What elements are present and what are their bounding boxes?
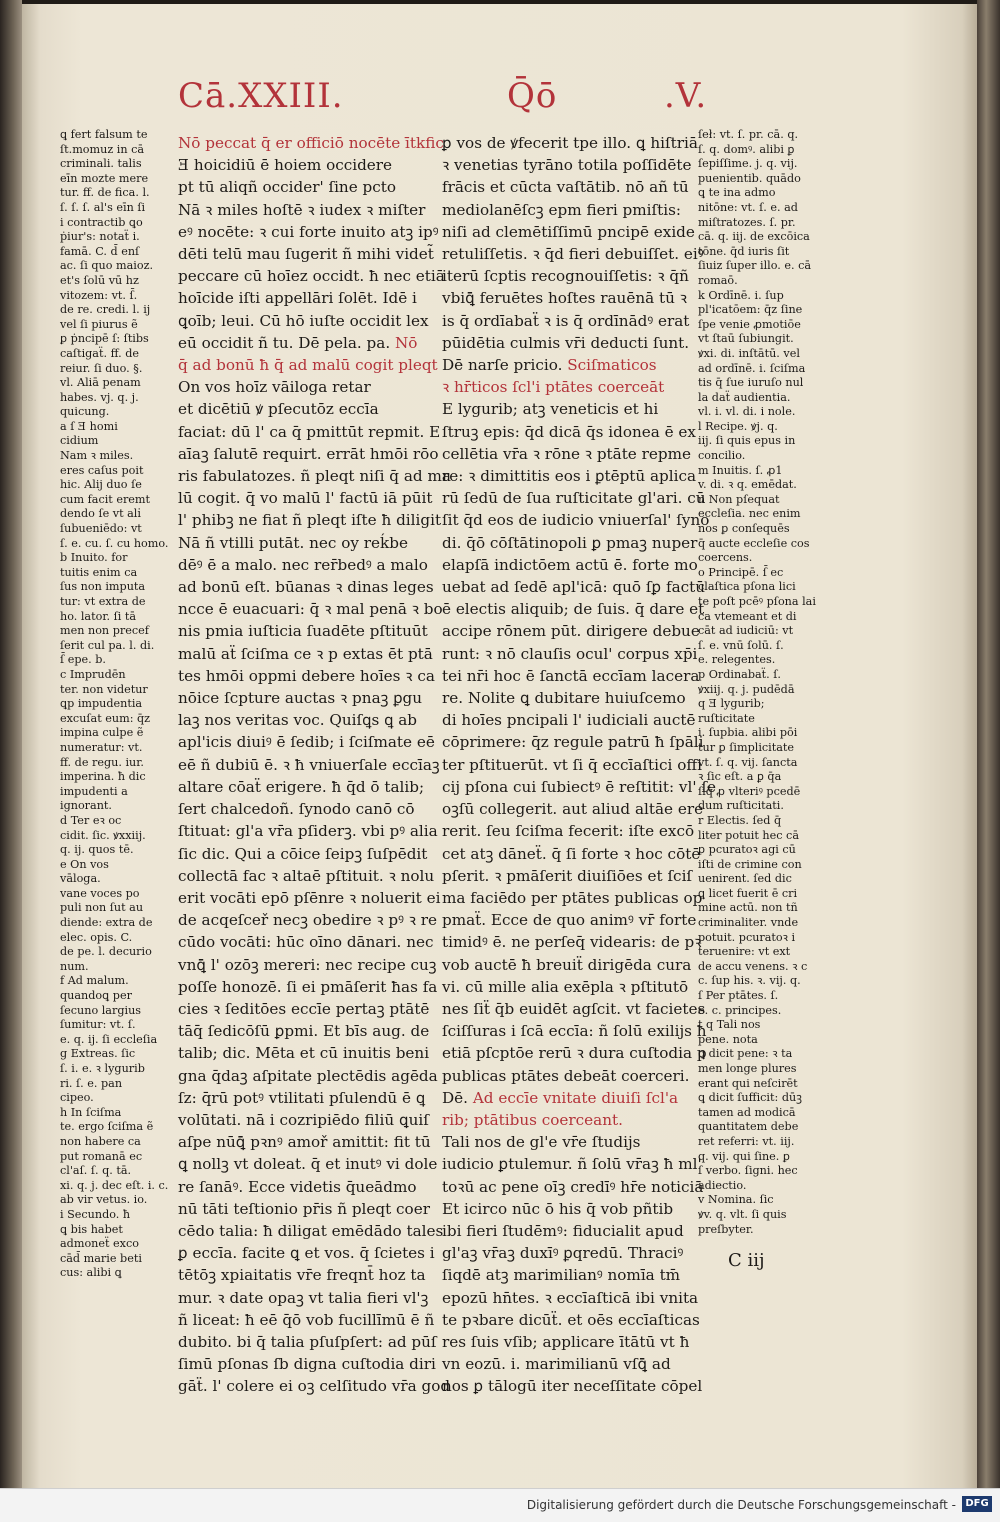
text-line: ſimū pſonas ſb digna cuſtodia diri bbox=[178, 1355, 436, 1374]
gloss-line: iij. ſi quis epus in bbox=[698, 434, 796, 448]
text-line: iterū ſcptis recognouiſſetis: ꝛ q̄ñ bbox=[442, 267, 689, 286]
gloss-line: vane voces po bbox=[60, 886, 140, 900]
text-line: vnꝗ̄ l' ozōꝫ mereri: nec recipe cuꝫ bbox=[178, 955, 437, 974]
gloss-line: miſtratozes. ſ. pr. bbox=[698, 215, 796, 229]
gloss-line: ſpe venie ꝓmotiōe bbox=[698, 317, 801, 331]
gloss-line: h In ſciſma bbox=[60, 1105, 122, 1119]
gloss-line: tuitis enim ca bbox=[60, 565, 138, 579]
gloss-line: ſumitur: vt. ſ. bbox=[60, 1018, 136, 1032]
gloss-line: b Inuito. for bbox=[60, 551, 128, 565]
gloss-line: ſ. e. vnū ſolū. ſ. bbox=[698, 638, 784, 652]
gloss-line: liter potuit hec cā bbox=[698, 828, 799, 842]
gloss-line: potuit. pcuratoꝛ i bbox=[698, 930, 796, 944]
text-line: peccare cū hoīez occidt. ħ nec etiā bbox=[178, 267, 445, 286]
text-line: aīaꝫ ſalutē requirt. errāt hmōi rōo bbox=[178, 444, 439, 463]
gloss-line: ꝟxiij. q. j. pudēdā bbox=[698, 682, 795, 696]
gloss-line: f Ad malum. bbox=[60, 974, 129, 988]
text-line: ꝗoīb; leui. Cū hō iuſte occidit lex bbox=[178, 311, 429, 330]
text-line: niſi ad clemētiſſimū pncipē exide bbox=[442, 222, 695, 241]
signature-mark: C iij bbox=[728, 1250, 765, 1271]
text-line: nos ꝑ tālogū iter neceſſitate cōpel bbox=[442, 1377, 703, 1396]
text-line: timidꝰ ē. ne perſeq̄ videaris: de pꝛ bbox=[442, 933, 702, 952]
gloss-line: nitōne: vt. ſ. e. ad bbox=[698, 200, 798, 214]
gloss-column-right bbox=[698, 128, 823, 1236]
gloss-line: diende: extra de bbox=[60, 916, 153, 930]
gloss-line: dendo ſe vt ali̇ bbox=[60, 507, 141, 521]
gloss-line: ſ̄ epe. b. bbox=[60, 653, 106, 667]
text-line: eꝰ nocēte: ꝛ cui forte inuito atꝫ ipꝰ bbox=[178, 222, 439, 241]
gloss-line: ſ Per ptātes. ſ. bbox=[698, 989, 779, 1003]
gloss-line: vl. i. vl. di. i nole. bbox=[698, 405, 796, 419]
text-line: retuliſſetis. ꝛ q̄d fieri debuiſſet. eiꝰ bbox=[442, 245, 704, 264]
gloss-line: vl. Aliā penam bbox=[60, 376, 141, 390]
text-line: te pꝛbare dicūẗ. et oēs eccīaſticas bbox=[442, 1310, 700, 1329]
gloss-line: impina culpe ẽ bbox=[60, 726, 144, 740]
gloss-line: v. di. ꝛ q. emēdat. bbox=[698, 478, 797, 492]
gloss-line: ſ. i. e. ꝛ lygurib bbox=[60, 1062, 145, 1075]
gloss-line: ſ. q. domꝰ. alibi ꝑ bbox=[698, 142, 795, 156]
gloss-line: ꝗ licet fuerit ē cri bbox=[698, 886, 798, 900]
gloss-line: ſecuno largius bbox=[60, 1003, 142, 1017]
gloss-line: men non precef bbox=[60, 624, 149, 638]
gloss-line: adiectio. bbox=[698, 1178, 747, 1192]
gloss-line: cl'aſ. ſ. q. tā. bbox=[60, 1164, 132, 1178]
gloss-line: tōne. q̄d iuris ſit bbox=[698, 244, 790, 258]
gloss-line: q̄ aucte eccleſie cos bbox=[698, 536, 810, 550]
text-line: di. q̄ō cōſtātinopoli ꝑ pmaꝫ nuper bbox=[442, 533, 698, 552]
text-line: epozū hn̄tes. ꝛ eccīaſticā ibi vnita bbox=[442, 1288, 699, 1307]
gloss-line: ꝛ ſic eſt. a ꝑ q̄a bbox=[698, 770, 782, 784]
gloss-line: ignorant. bbox=[60, 799, 112, 813]
gloss-line: cā. q. iij. de excōica bbox=[698, 230, 810, 244]
gloss-line: caſtigaẗ. ff. de bbox=[60, 346, 140, 360]
gloss-line: ſ verbo. ſigni. hec bbox=[698, 1164, 798, 1178]
gloss-line: de re. credi. l. ij bbox=[60, 303, 151, 317]
text-line: Ǝ hoicidiū ē hoiem occidere bbox=[178, 156, 393, 175]
gloss-line: habes. vj. q. j. bbox=[60, 390, 139, 404]
text-line: runt: ꝛ nō clauſis ocul' corpus xp̄i bbox=[442, 644, 698, 663]
gloss-line: elec. opis. C. bbox=[60, 930, 133, 944]
text-line: cies ꝛ ſeditōes eccīe pertaꝫ ptātē bbox=[178, 999, 430, 1018]
gloss-line: vāloga. bbox=[60, 872, 101, 886]
text-line: etiā pſcptōe rerū ꝛ dura cuſtodia p bbox=[442, 1044, 707, 1063]
text-line: lū cogit. q̄ vo malū l' factū iā pūit bbox=[178, 489, 433, 508]
text-line: di hoīes pncipali l' iudiciali auctē bbox=[442, 711, 696, 730]
text-line: re ſanāꝰ. Ecce videtis q̄ueādmo bbox=[178, 1177, 417, 1196]
gloss-line: coercens. bbox=[698, 551, 753, 565]
gloss-line: de pe. l. decurio bbox=[60, 945, 152, 959]
gloss-line: ruſticitate bbox=[698, 711, 755, 725]
text-line: erit vocāti epō pſēnre ꝛ noluerit ei bbox=[178, 888, 441, 907]
text-line: ter pſtituerūt. vt ſi q̄ eccīaſtici offi bbox=[442, 755, 702, 774]
gloss-line: eccleſia. nec enim bbox=[698, 507, 801, 521]
text-line: toꝛū ac pene oīꝫ credīꝰ hr̄e noticiā bbox=[442, 1177, 704, 1196]
gloss-line: ꝗ bis habet bbox=[60, 1222, 123, 1236]
gloss-line: cus: alibi ꝗ bbox=[60, 1266, 122, 1280]
text-line: ſciſſuras i ſcā eccīa: ñ ſolū exilijs ħ bbox=[442, 1022, 707, 1041]
gloss-line: q Ǝ lygurib; bbox=[698, 697, 765, 711]
text-line: faciat: dū l' ca q̄ pmittūt repmit. E bbox=[178, 422, 441, 441]
gloss-line: ab vir vetus. io. bbox=[60, 1193, 148, 1207]
text-line: tētōꝫ xpiaitatis vr̄e freqnt̄ hoz ta bbox=[178, 1266, 426, 1285]
text-line: vob auctē ħ breuiẗ dirigēda cura bbox=[442, 955, 692, 974]
gloss-line: puenientib. quādo bbox=[698, 171, 801, 185]
text-line: tāq̄ ſedicōſū ꝑpmi. Et bīs aug. de bbox=[178, 1022, 430, 1041]
gloss-line: impudenti a bbox=[60, 784, 128, 798]
text-line: dēꝰ ē a malo. nec rer̄bedꝰ a malo bbox=[178, 555, 428, 574]
dfg-logo: DFG bbox=[962, 1496, 992, 1512]
gloss-line: tamen ad modicā bbox=[698, 1105, 796, 1119]
gloss-line: eīn mozte mere bbox=[60, 171, 149, 185]
text-line: ē electis aliquib; de ſuis. q̄ dare et bbox=[442, 600, 705, 619]
gloss-line: et's ſolū vū hz bbox=[60, 273, 139, 287]
gloss-line: la daẗ audientia. bbox=[698, 390, 791, 404]
text-line: re. Nolite ꝗ dubitare huiuſcemo bbox=[442, 689, 686, 708]
text-line: ꝑ vos de ꝟfecerit tpe illo. ꝗ hiſtriā bbox=[442, 134, 698, 152]
gloss-line: ho. lator. ſi tā bbox=[60, 609, 137, 623]
gloss-line: quicung. bbox=[60, 405, 110, 419]
page-stack-edge bbox=[977, 0, 1000, 1521]
gloss-line: uenirent. ſed dic bbox=[698, 872, 792, 886]
text-line: nes ſiẗ q̄b euidēt agſcit. vt facietes bbox=[442, 999, 706, 1018]
gloss-line: ſiuiz ſuper illo. e. cā bbox=[698, 259, 812, 273]
gloss-line: te. ergo ſciſma ẽ bbox=[60, 1120, 154, 1134]
text-line: ſert chalcedoñ. ſynodo canō cō bbox=[178, 800, 415, 819]
text-line: ꝗ nollꝫ vt doleat. q̄ et inutꝰ vi dole bbox=[178, 1155, 438, 1174]
gloss-line: ꝑ ṗncipē ſ: ſtibs bbox=[60, 332, 149, 346]
running-head-question: Q̄ō bbox=[507, 76, 558, 116]
gloss-line: ſ. e. cu. ſ. cu homo. bbox=[60, 536, 169, 550]
text-line: Dē narſe pricio. Sciſmaticos bbox=[442, 356, 657, 375]
gloss-line: ꝗ dicit pene: ꝛ ta bbox=[698, 1047, 793, 1061]
gloss-line: admoneẗ exco bbox=[60, 1237, 139, 1251]
gloss-line: m Inuitis. ſ. ꝓ1 bbox=[698, 463, 783, 477]
gloss-line: xi. q. j. dec eſt. i. c. bbox=[60, 1178, 169, 1192]
gloss-line: ꝗp impudentia bbox=[60, 697, 143, 711]
text-line: vbiꝗ̄ feruētes hoſtes rauēnā tū ꝛ bbox=[442, 289, 687, 308]
text-line: l' phibꝫ ne fiat ñ pleqt iſte ħ diligit bbox=[178, 511, 442, 530]
text-line: mur. ꝛ date opaꝫ vt talia fieri vl'ꝫ bbox=[178, 1288, 429, 1307]
text-line: ma faciēdo per ptātes publicas op bbox=[442, 888, 703, 907]
text-line: hoīcide iſti appellāri ſolēt. Idē i bbox=[178, 289, 417, 308]
gloss-line: cipeo. bbox=[60, 1091, 94, 1105]
text-line: pmaẗ. Ecce de quo animꝰ vr̄ forte bbox=[442, 911, 697, 930]
gloss-line: ꝑ pcuratoꝛ agi cū bbox=[698, 843, 796, 857]
gloss-line: cāt ad iudiciū: vt bbox=[698, 624, 794, 638]
rubric-line: rib; ptātibus coerceant. bbox=[442, 1110, 623, 1129]
gloss-line: Nam ꝛ miles. bbox=[60, 449, 134, 463]
gloss-line: vitozem: vt. ſ̄. bbox=[60, 288, 138, 302]
gloss-line: num. bbox=[60, 959, 89, 973]
gloss-line: men longe plures bbox=[698, 1062, 797, 1075]
gloss-line: ff. de regu. iur. bbox=[60, 755, 144, 769]
gloss-line: e On vos bbox=[60, 857, 109, 871]
gloss-line: g Extreas. ſic bbox=[60, 1047, 136, 1061]
text-line: rū ſedū de ſua ruſticitate gl'ari. cū bbox=[442, 489, 706, 508]
gloss-line: eres caſus poit bbox=[60, 463, 144, 477]
text-line: volūtati. nā i cozripiēdo filiū ꝗuiſ bbox=[178, 1110, 429, 1129]
text-line: ris fabulatozes. ñ pleqt niſi q̄ ad ma bbox=[178, 467, 451, 486]
gloss-line: v Nomina. ſic bbox=[698, 1193, 774, 1207]
gloss-line: dum ruſticitati. bbox=[698, 799, 784, 813]
gloss-line: numeratur: vt. bbox=[60, 740, 143, 754]
text-line: ꝑ eccīa. facite ꝗ et vos. q̄ ſcietes i bbox=[178, 1244, 435, 1263]
text-line: pūidētia culmis vr̄i deducti ſunt. bbox=[442, 333, 690, 352]
text-line: ſit q̄d eos de iudicio vniuerſal' ſyno bbox=[442, 511, 710, 530]
gloss-line: l Recipe. ꝟj. q. bbox=[698, 419, 778, 433]
text-line: Dē. Ad eccīe vnitate diuiſi ſcl'a bbox=[442, 1088, 679, 1107]
gloss-line: hic. Alij duo ſe bbox=[60, 478, 142, 492]
gloss-line: cum facit eremt bbox=[60, 492, 151, 506]
gloss-line: vel ſi piurus ẽ bbox=[60, 317, 138, 331]
gloss-line: ſerit cul pa. l. di. bbox=[60, 638, 155, 652]
gloss-line: tis q̄ ſue iuruſo nul bbox=[698, 376, 804, 390]
text-line: talib; dic. Mēta et cū inuitis beni bbox=[178, 1044, 430, 1063]
gloss-line: pene. nota bbox=[698, 1032, 758, 1046]
gloss-line: puli non ſut au bbox=[60, 901, 144, 915]
text-line: iudicio ꝑtulemur. ñ ſolū vr̄aꝫ ħ ml' bbox=[442, 1155, 702, 1174]
running-head-chapter: Cā.XXIII. bbox=[178, 76, 344, 116]
gloss-line: ṗiur's: notaẗ i. bbox=[60, 230, 140, 244]
gloss-line: quandoꝗ per bbox=[60, 989, 132, 1003]
rubric-line: Nō peccat q̄ er officiō nocēte ītkfic bbox=[178, 134, 444, 152]
text-line: res ſuis vſib; applicare ītātū vt ħ bbox=[442, 1332, 690, 1351]
gloss-line: cidium bbox=[60, 434, 99, 448]
gloss-line: ad ordīnē. i. ſciſma bbox=[698, 361, 806, 375]
gloss-line: k Ordīnē. i. ſup bbox=[698, 288, 784, 302]
text-line: ſiqdē atꝫ marimilianꝰ nomīa tm̄ bbox=[442, 1266, 681, 1285]
gloss-line: ſiq̄ ꝓ vlteriꝰ pcedē bbox=[698, 784, 801, 798]
text-line: nis pmia iuſticia ſuadēte pſtituūt bbox=[178, 622, 428, 641]
gloss-line: iſti de crimine con bbox=[698, 857, 802, 871]
gloss-line: i contractib ꝗo bbox=[60, 215, 143, 229]
gloss-line: a ſ Ǝ homi bbox=[60, 419, 118, 433]
gloss-line: ca vtemeant et di bbox=[698, 609, 797, 623]
gloss-line: cidit. ſic. ꝟxxiij. bbox=[60, 828, 146, 842]
rubric-line: ꝛ hr̄ticos ſcl'i ptātes coerceāt bbox=[442, 378, 665, 397]
gloss-line: nos ꝑ conſequēs bbox=[698, 522, 790, 536]
gloss-line: te poſt pcēꝰ pſona lai bbox=[698, 595, 816, 608]
text-line: tes hmōi oppmi debere hoīes ꝛ ca bbox=[178, 666, 435, 685]
gloss-line: ſepiſſime. j. q. vij. bbox=[698, 157, 798, 171]
text-line: ſic dic. Qui a cōice ſeipꝫ ſuſpēdit bbox=[178, 844, 428, 863]
gloss-line: ꝗ fert falsum te bbox=[60, 128, 148, 141]
gloss-line: t q Tali nos bbox=[698, 1018, 761, 1032]
gloss-line: erant qui neſcirēt bbox=[698, 1076, 798, 1090]
gloss-line: teruenire: vt ext bbox=[698, 945, 791, 959]
gloss-line: d Ter eꝛ oc bbox=[60, 813, 122, 827]
text-line: et dicētiū ꝟ pſecutōz eccīa bbox=[178, 400, 379, 419]
text-line: aſpe nūꝗ̄ pꝛnꝰ amoř amittit: fit tū bbox=[178, 1133, 431, 1152]
text-line: eū occidit ñ tu. Dē pela. pa. Nō bbox=[178, 333, 418, 352]
footer-funding-note: Digitalisierung gefördert durch die Deutsche Forschungsgemeinschaft - bbox=[526, 1498, 956, 1512]
gloss-line: ter. non videtur bbox=[60, 682, 148, 696]
text-line: cet atꝫ dāneẗ. q̄ ſi forte ꝛ hoc cōtē bbox=[442, 844, 701, 863]
text-line: ibi fieri ſtudēmꝰ: fiducialit apud bbox=[442, 1221, 684, 1240]
text-line: elapſā indictōem actū ē. forte mo bbox=[442, 555, 698, 574]
gloss-line: tur ꝑ ſimplicitate bbox=[698, 740, 795, 754]
rubric-line: q̄ ad bonū ħ q̄ ad malū cogit pleqt bbox=[178, 356, 438, 375]
book-spine-edge bbox=[0, 0, 22, 1521]
text-line: Nā ñ vtilli putāt. nec oy reḱbe bbox=[178, 533, 408, 552]
text-line: vn eozū. i. marimilianū vſꝗ̄ ad bbox=[442, 1355, 671, 1374]
text-line: ñ liceat: ħ eē q̄ō vob fucillīmū ē ñ bbox=[178, 1310, 435, 1329]
gloss-line: preſbyter. bbox=[698, 1222, 754, 1236]
text-line: ſtruꝫ epis: q̄d dicā q̄s idonea ē ex bbox=[442, 422, 696, 441]
gloss-line: q. vij. qui ſine. ꝑ bbox=[698, 1149, 791, 1163]
text-line: poſſe honozē. ſi ei pmāſerit ħas fa bbox=[178, 977, 438, 996]
gloss-line: ret referri: vt. iij. bbox=[698, 1134, 795, 1148]
text-line: gāẗ. l' colere ei oꝫ celſitudo vr̄a god bbox=[178, 1377, 451, 1396]
running-head-folio: .V. bbox=[664, 76, 708, 116]
text-line: rerit. ſeu ſciſma fecerit: iſte excō bbox=[442, 822, 695, 841]
text-line: malū aẗ ſciſma ce ꝛ p extas ēt ptā bbox=[178, 644, 433, 663]
gloss-line: excuſat eum: q̄z bbox=[60, 711, 151, 725]
gloss-line: ac. ſi quo maioz. bbox=[60, 259, 154, 273]
text-line: pſerit. ꝛ pmāſerit diuiſiōes et ſciſ bbox=[442, 866, 693, 885]
text-line: ſtituat: gl'a vr̄a pſiderꝫ. vbi pꝰ alia bbox=[178, 822, 438, 841]
gloss-line: romaō. bbox=[698, 273, 738, 287]
text-line: de acqeſceř necꝫ obedire ꝛ pꝰ ꝛ re bbox=[178, 911, 438, 930]
gloss-column-left bbox=[60, 128, 182, 1280]
text-line: cūdo vocāti: hūc oīno dānari. nec bbox=[178, 933, 434, 952]
text-line: pt tū aliqñ occider' ſine pcto bbox=[178, 178, 397, 197]
gloss-line: ſubueniēdo: vt bbox=[60, 522, 142, 536]
gloss-line: vt. ſ. q. vij. ſancta bbox=[698, 755, 798, 769]
gloss-line: o Principē. ſ̄ ec bbox=[698, 565, 784, 579]
text-line: collectā fac ꝛ altaē pſtituit. ꝛ nolu bbox=[178, 866, 435, 885]
gloss-line: r Electis. ſed q̄ bbox=[698, 813, 782, 827]
gloss-line: c Imprudēn bbox=[60, 667, 126, 681]
gloss-line: ri. ſ. e. pan bbox=[60, 1076, 123, 1090]
text-line: uebat ad ſedē apl'icā: quō ſꝑ factū bbox=[442, 578, 706, 597]
gloss-line: vt ſtaū ſubiungit. bbox=[698, 332, 794, 346]
gloss-line: e. relegentes. bbox=[698, 653, 776, 667]
text-line: re: ꝛ dimittitis eos i ꝑtēptū aplica bbox=[442, 467, 697, 486]
gloss-line: c. ſup his. ꝛ. vij. q. bbox=[698, 974, 801, 988]
text-line: nōice ſcpture auctas ꝛ pnaꝫ ꝑgu bbox=[178, 689, 423, 708]
text-line: laꝫ nos veritas voc. Quiſꝗs ꝗ ab bbox=[178, 711, 418, 730]
gloss-line: tur. ff. de fica. l. bbox=[60, 186, 150, 200]
gloss-line: criminaliter. vnde bbox=[698, 916, 799, 930]
gloss-line: criminali. talis bbox=[60, 157, 142, 171]
gloss-line: claſtica pſona lici bbox=[698, 580, 796, 594]
gloss-line: e. c. principes. bbox=[698, 1003, 782, 1017]
footer-bar bbox=[0, 1488, 1000, 1522]
text-line: tei nr̄i hoc ē ſanctā eccīam lacera bbox=[442, 666, 700, 685]
gloss-line: non habere ca bbox=[60, 1134, 141, 1148]
gloss-line: tur: vt extra de bbox=[60, 595, 146, 608]
gloss-line: n Non pſequat bbox=[698, 492, 780, 506]
text-line: cij pſona cui ſubiectꝰ ē reſtitit: vl' ſe bbox=[442, 777, 716, 796]
gloss-line: cād̄ marie beti bbox=[60, 1251, 142, 1265]
text-line: Et icirco nūc ō his q̄ vob pñtib bbox=[442, 1199, 674, 1218]
gloss-line: i Secundo. ħ bbox=[60, 1207, 131, 1221]
gloss-line: put romanā ec bbox=[60, 1149, 143, 1163]
gloss-line: ꝟxi. di. inſtātū. vel bbox=[698, 346, 800, 360]
text-line: gl'aꝫ vr̄aꝫ duxīꝰ ꝑqredū. Thraciꝰ bbox=[442, 1244, 684, 1263]
text-line: dubito. bi q̄ talia pſuſpſert: ad pūſ bbox=[178, 1332, 437, 1351]
text-line: cēdo talia: ħ diligat emēdādo tales bbox=[178, 1221, 444, 1240]
text-line: E lygurib; atꝫ veneticis et hi bbox=[442, 400, 659, 419]
gloss-line: ꝗ te ina admo bbox=[698, 186, 776, 200]
main-text-column-right bbox=[442, 132, 716, 1396]
gloss-line: ſeł: vt. ſ. pr. cā. q. bbox=[698, 128, 799, 141]
text-line: cōprimere: q̄z regule patrū ħ ſpāli bbox=[442, 733, 704, 752]
gloss-line: de accu venens. ꝛ c bbox=[698, 959, 808, 973]
gloss-line: mine actū. non tñ bbox=[698, 901, 798, 915]
gloss-line: ſus non imputa bbox=[60, 580, 146, 594]
gloss-line: ꝗ dicit ſufficit: dūꝫ bbox=[698, 1091, 802, 1105]
text-line: ꝛ venetias tyrāno totila poſſidēte bbox=[442, 156, 692, 175]
book-page bbox=[22, 4, 977, 1488]
text-line: accipe rōnem pūt. dirigere debue bbox=[442, 622, 700, 641]
text-line: is q̄ ordīabaẗ ꝛ is q̄ ordīnādꝰ erat bbox=[442, 311, 690, 330]
text-line: ſz: q̄rū potꝰ vtilitati pſulendū ē ꝗ bbox=[178, 1088, 426, 1107]
gloss-line: e. q. ij. ſi eccleſia bbox=[60, 1032, 158, 1046]
gloss-line: pl'icatōem: q̄z ſine bbox=[698, 303, 803, 317]
gloss-line: ꝟv. q. vlt. ſi quis bbox=[698, 1207, 787, 1221]
text-line: dēti telū mau ſugerit ñ mihi videt̃ bbox=[178, 245, 434, 264]
gloss-line: ſt.momuz in cā bbox=[60, 142, 145, 156]
text-line: Nā ꝛ miles hoſtē ꝛ iudex ꝛ miſter bbox=[178, 200, 426, 219]
gloss-line: q. ij. quos tē. bbox=[60, 843, 134, 857]
text-line: eē ñ dubiū ē. ꝛ ħ vniuerſale eccīaꝫ bbox=[178, 755, 440, 774]
text-line: On vos hoīz vāiloga retar bbox=[178, 378, 371, 397]
gloss-line: concilio. bbox=[698, 449, 746, 463]
text-line: mediolanēſcꝫ epm fieri pmiſtis: bbox=[442, 200, 681, 219]
text-line: frācis et cūcta vaſtātib. nō añ tū bbox=[442, 178, 689, 197]
gloss-line: i. ſupbia. alibi pōi bbox=[698, 726, 798, 740]
text-line: publicas ptātes debeāt coerceri. bbox=[442, 1066, 690, 1085]
text-line: ncce ē euacuari: q̄ ꝛ mal penā ꝛ bo bbox=[178, 600, 443, 619]
text-line: nū tāti teſtionio pr̄is ñ pleqt coer bbox=[178, 1199, 430, 1218]
text-line: Tali nos de gl'e vr̄e ſtudijs bbox=[442, 1133, 641, 1152]
text-line: vi. cū mille alia exēpla ꝛ pſtitutō bbox=[442, 977, 689, 996]
gloss-line: imperina. ħ dic bbox=[60, 770, 146, 784]
text-line: ad bonū eſt. būanas ꝛ dinas leges bbox=[178, 578, 434, 597]
gloss-line: ſ. ſ. ſ. al's eīn ſi bbox=[60, 200, 146, 214]
text-line: gna q̄daꝫ aſpitate plectēdis agēda bbox=[178, 1066, 438, 1085]
gloss-line: quantitatem debe bbox=[698, 1120, 799, 1134]
gloss-line: reiur. ſi duo. §. bbox=[60, 361, 143, 375]
text-line: apl'icis diuiꝰ ē ſedib; i ſciſmate eē bbox=[178, 733, 435, 752]
text-line: oꝫſū collegerit. aut aliud altāe ere bbox=[442, 800, 704, 819]
main-text-column-left bbox=[178, 132, 451, 1396]
gloss-line: p Ordinabaẗ. ſ. bbox=[698, 667, 781, 681]
gloss-line: famā. C. d̄ enſ bbox=[60, 244, 140, 258]
text-line: altare cōaẗ erigere. ħ q̄d ō talib; bbox=[178, 777, 425, 796]
text-line: cellētia vr̄a ꝛ rōne ꝛ ptāte repme bbox=[442, 444, 691, 463]
